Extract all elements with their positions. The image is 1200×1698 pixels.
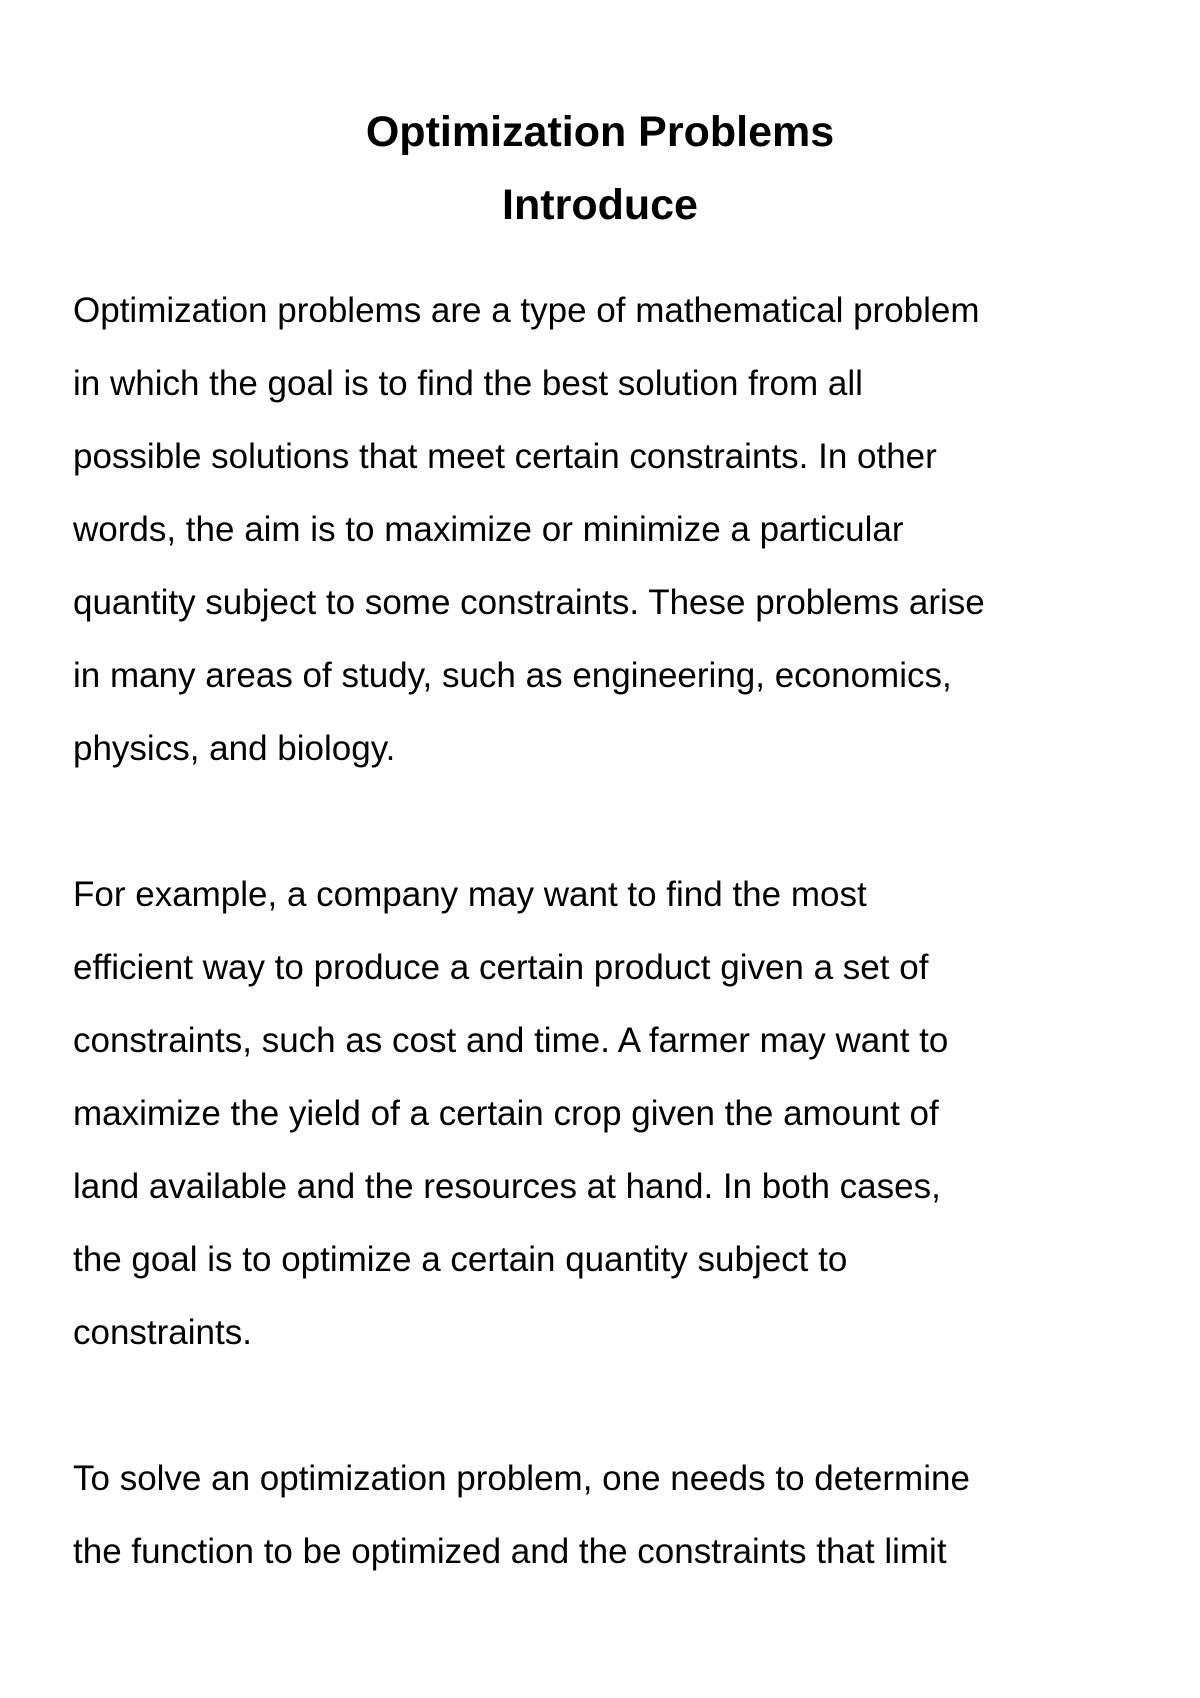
text-line: land available and the resources at hand. In both cases, <box>73 1167 941 1206</box>
paragraph-solving <box>73 1442 1133 1588</box>
text-line: in many areas of study, such as engineering, economics, <box>73 656 952 695</box>
text-line: the goal is to optimize a certain quantity subject to <box>73 1240 848 1279</box>
section-heading: Introduce <box>502 181 698 229</box>
paragraph-example <box>73 858 1133 1369</box>
text-line: quantity subject to some constraints. These problems arise <box>73 583 985 622</box>
text-line: constraints. <box>73 1313 252 1352</box>
text-line: Optimization problems are a type of mathematical problem <box>73 291 980 330</box>
text-line: maximize the yield of a certain crop given the amount of <box>73 1094 939 1133</box>
text-line: constraints, such as cost and time. A farmer may want to <box>73 1021 949 1060</box>
paragraph-intro <box>73 274 1133 785</box>
text-line: in which the goal is to find the best solution from all <box>73 364 863 403</box>
page-title: Optimization Problems <box>365 108 835 156</box>
text-line: For example, a company may want to find the most <box>73 875 867 914</box>
text-line: efficient way to produce a certain product given a set of <box>73 948 929 987</box>
text-line: possible solutions that meet certain constraints. In other <box>73 437 937 476</box>
text-line: the function to be optimized and the constraints that limit <box>73 1532 947 1571</box>
text-line: physics, and biology. <box>73 729 396 768</box>
text-line: To solve an optimization problem, one needs to determine <box>73 1459 970 1498</box>
document-body <box>73 274 1133 1661</box>
text-line: words, the aim is to maximize or minimize a particular <box>73 510 904 549</box>
